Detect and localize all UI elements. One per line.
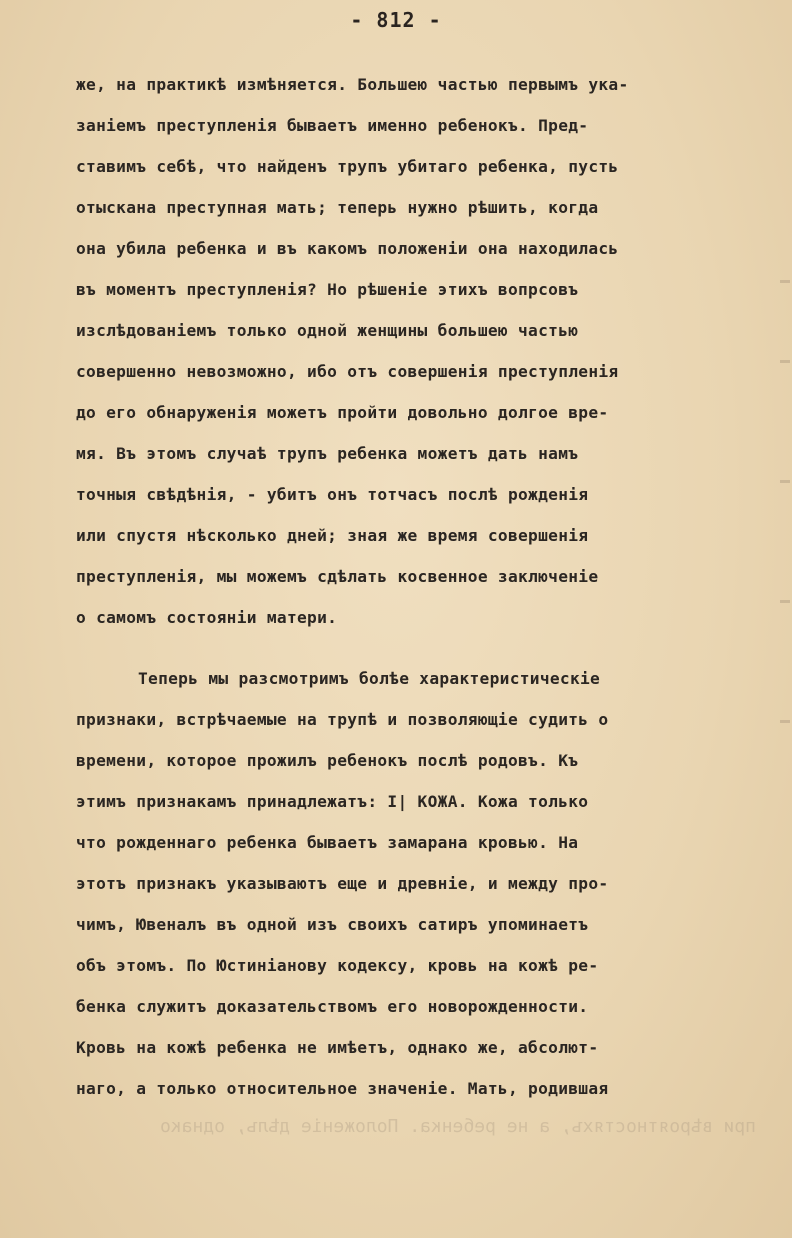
text-line: преступленiя, мы можемъ сдѣлать косвенное заключенiе <box>76 567 599 586</box>
text-line: этимъ признакамъ принадлежатъ: I| КОЖА. Кожа только <box>76 792 589 811</box>
text-line: чимъ, Ювеналъ въ одной изъ своихъ сатиръ упоминаетъ <box>76 915 589 934</box>
text-line: она убила ребенка и въ какомъ положенiи она находилась <box>76 239 619 258</box>
right-margin-bleed <box>776 280 792 780</box>
body-text <box>76 64 766 1109</box>
margin-mark <box>780 280 790 283</box>
text-line: отыскана преступная мать; теперь нужно рѣшить, когда <box>76 198 599 217</box>
text-line: Теперь мы разсмотримъ болѣе характеристическiе <box>138 669 601 688</box>
margin-mark <box>780 720 790 723</box>
text-line: совершенно невозможно, ибо отъ совершенiя преступленiя <box>76 362 619 381</box>
bleed-through-text: при вѣроятностяхъ, а не ребенка. Положенiе дѣлъ, однако <box>160 1116 757 1137</box>
text-line: наго, а только относительное значенiе. Мать, родившая <box>76 1079 609 1098</box>
text-line: признаки, встрѣчаемые на трупѣ и позволяющiе судить о <box>76 710 609 729</box>
text-line: этотъ признакъ указываютъ еще и древнiе, и между про- <box>76 874 609 893</box>
text-line: въ моментъ преступленiя? Но рѣшенiе этихъ вопрсовъ <box>76 280 579 299</box>
text-line: или спустя нѣсколько дней; зная же время совершенiя <box>76 526 589 545</box>
text-line: же, на практикѣ измѣняется. Большею частью первымъ ука- <box>76 75 629 94</box>
text-line: о самомъ состоянiи матери. <box>76 608 338 627</box>
text-line: изслѣдованiемъ только одной женщины большею частью <box>76 321 579 340</box>
page-number: - 812 - <box>350 8 442 32</box>
margin-mark <box>780 480 790 483</box>
paragraph <box>76 658 766 1109</box>
text-line: Кровь на кожѣ ребенка не имѣетъ, однако же, абсолют- <box>76 1038 599 1057</box>
text-line: мя. Въ этомъ случаѣ трупъ ребенка можетъ дать намъ <box>76 444 579 463</box>
text-line: ставимъ себѣ, что найденъ трупъ убитаго ребенка, пусть <box>76 157 619 176</box>
text-line: бенка служитъ доказательствомъ его новорожденности. <box>76 997 589 1016</box>
text-line: времени, которое прожилъ ребенокъ послѣ родовъ. Къ <box>76 751 579 770</box>
paragraph <box>76 64 766 638</box>
text-line: что рожденнаго ребенка бываетъ замарана кровью. На <box>76 833 579 852</box>
text-line: точныя свѣдѣнiя, - убитъ онъ тотчасъ послѣ рожденiя <box>76 485 589 504</box>
paragraph-gap <box>76 638 766 658</box>
margin-mark <box>780 600 790 603</box>
text-line: занiемъ преступленiя бываетъ именно ребенокъ. Пред- <box>76 116 589 135</box>
margin-mark <box>780 360 790 363</box>
text-line: объ этомъ. По Юстинiанову кодексу, кровь на кожѣ ре- <box>76 956 599 975</box>
text-line: до его обнаруженiя можетъ пройти довольно долгое вре- <box>76 403 609 422</box>
